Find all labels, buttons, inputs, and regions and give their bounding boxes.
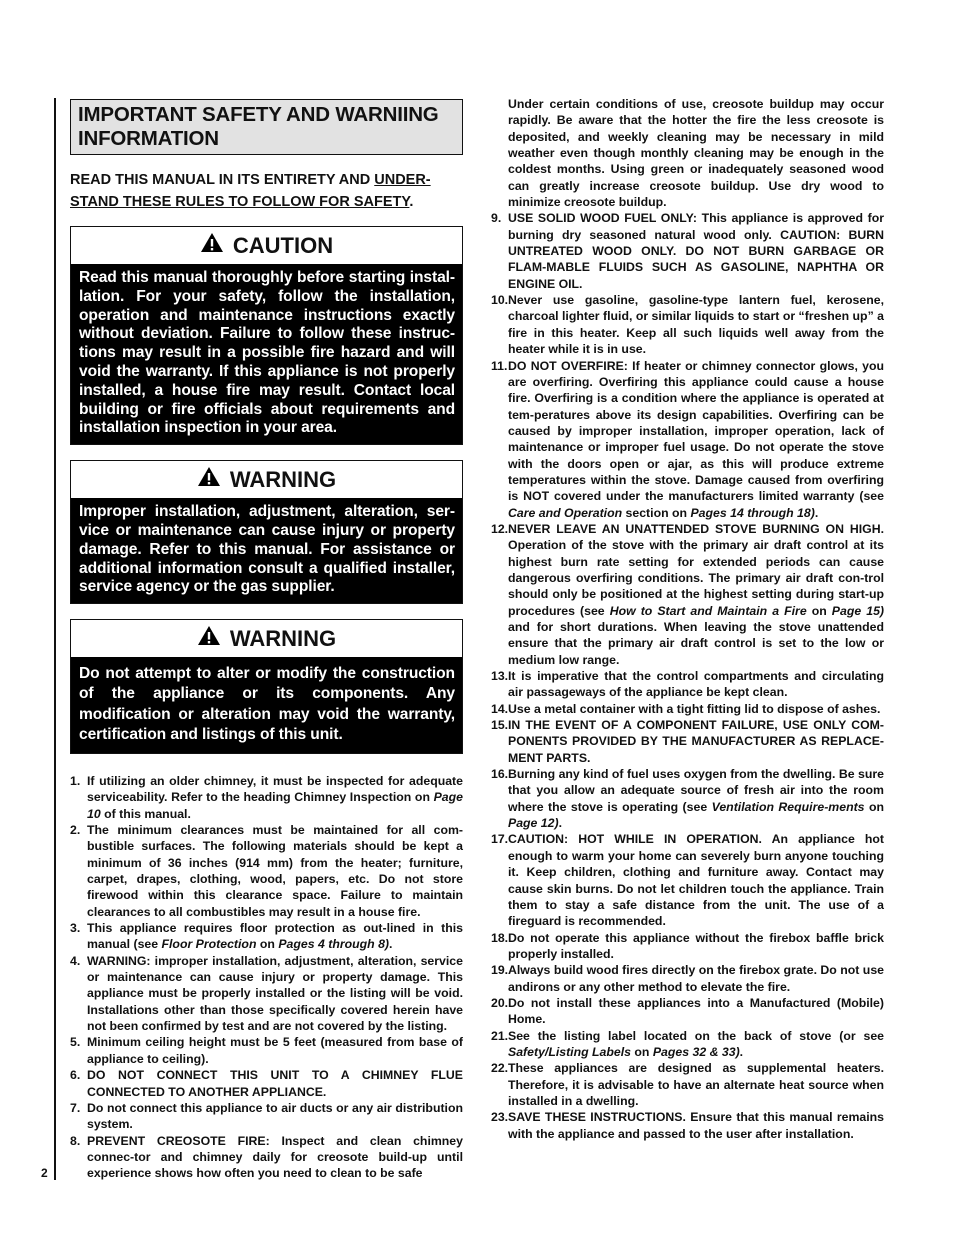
list-item-7: 7. Do not connect this appliance to air ducts or any air distribution system. [70,1100,463,1132]
list-item-21: 21. See the listing label located on the back of stove (or see Safety/Listing Labels on Pages 32 & 33). [491,1028,884,1059]
list-item-9: 9. USE SOLID WOOD FUEL ONLY: This appliance is approved for burning dry seasoned natural wood only. CAUTION: BURN UNTREATED WOOD ONLY. DO NOT BURN GARBAGE OR FLAM-MABLE FLUIDS SUCH AS GASOLINE, NAPHTHA OR ENGINE OIL. [491,211,884,291]
list-item-18: 18. Do not operate this appliance without the firebox baffle brick properly installed. [491,930,884,961]
caution-body: Read this manual thoroughly before starting instal-lation. For your safety, follow the installation, operation and maintenance instructions exactly without deviation. Failure to follow these instruc-tions may result in a possible fire hazard and will void the warranty. If this appliance is not properly installed, a house fire may result. Contact local building or fire officials about requirements and installation inspection in your area. [71,264,462,444]
warning-box-1 [70,460,463,604]
list-item-11: 11. DO NOT OVERFIRE: If heater or chimney connector glows, you are overfiring. Overfiring this appliance could cause a house fire. Overfiring is a condition where the appliance is operated at tem-peratures above its design capabilities. Overfiring can be caused by improper installation, improper operation, lack of maintenance or improper fuel usage. Do not operate the stove with the doors open or ajar, as this will produce extreme temperatures within the stove. Damage caused from overfiring is NOT covered under the manufacturers limited warranty (see Care and Operation section on Pages 14 through 18). [491,358,884,520]
caution-box [70,226,463,445]
caution-heading: CAUTION [232,232,334,258]
list-item-14: 14. Use a metal container with a tight fitting lid to dispose of ashes. [491,701,881,716]
list-item-16: 16. Burning any kind of fuel uses oxygen from the dwelling. Be sure that you allow an adequate source of fresh air into the room where the stove is operating (see Ventilation Require-ments on Page 12). [491,767,884,831]
right-column [491,96,884,1142]
list-item-20: 20. Do not install these appliances into a Manufactured (Mobile) Home. [491,995,884,1027]
left-margin-rule [54,98,56,1180]
list-item-13: 13. It is imperative that the control compartments and circulating air passageways of the appliance be kept clean. [491,669,884,700]
list-item-23: 23. SAVE THESE INSTRUCTIONS. Ensure that this manual remains with the appliance and passed to the user after installation. [491,1110,884,1141]
list-item-6: 6. DO NOT CONNECT THIS UNIT TO A CHIMNEY FLUE CONNECTED TO ANOTHER APPLIANCE. [70,1068,463,1099]
safety-list-right [491,210,884,1142]
intro-statement: READ THIS MANUAL IN ITS ENTIRETY AND UNDER-STAND THESE RULES TO FOLLOW FOR SAFETY. [70,172,431,210]
list-item-22: 22. These appliances are designed as supplemental heaters. Therefore, it is advisable to have an alternate heat source when installed in a dwelling. [491,1061,884,1108]
list-item-3: 3. This appliance requires floor protection as out-lined in this manual (see Floor Protection on Pages 4 through 8). [70,921,463,952]
list-item-5: 5. Minimum ceiling height must be 5 feet (measured from base of appliance to ceiling). [70,1035,463,1066]
warning-triangle-icon [197,625,221,652]
list-item-17: 17. CAUTION: HOT WHILE IN OPERATION. An appliance hot enough to warm your home can severely burn anyone touching it. Keep children, clothing and furniture away. Contact may cause skin burns. Do not let children touch the appliance. Train them to stay a safe distance from the unit. The use of a fireguard is recommended. [491,832,884,929]
warning-heading-1: WARNING [229,466,337,492]
page-number: 2 [41,1166,48,1180]
list-item-4: 4. WARNING: improper installation, adjustment, alteration, service or maintenance can cause injury or property damage. This appliance must be properly installed or the listing will be void. Installations other than those specifically covered herein have not been confirmed by test and are not covered by the listing. [70,953,463,1034]
warning-heading-2: WARNING [229,625,337,651]
list-item-10: 10. Never use gasoline, gasoline-type lantern fuel, kerosene, charcoal lighter fluid, or similar liquids to start or “freshen up” a fire in this heater. Keep all such liquids well away from the heater while it is in use. [491,293,884,357]
list-item-8: 8. PREVENT CREOSOTE FIRE: Inspect and clean chimney connec-tor and chimney daily for creosote build-up until experience shows how often you need to clean to be safe [70,1133,463,1181]
left-column [70,99,463,1182]
list-item-12: 12. NEVER LEAVE AN UNATTENDED STOVE BURNING ON HIGH. Operation of the stove with the primary air draft control at its highest burn rate setting for extended periods can cause dangerous overfiring conditions. The primary air draft con-trol should only be positioned at the highest setting during start-up procedures (see How to Start and Maintain a Fire on Page 15) and for short durations. When leaving the stove unattended ensure that the primary air draft control is set to the low or medium low range. [491,521,885,667]
list-item-8-continued: Under certain conditions of use, creosote buildup may occur rapidly. Be aware that the hotter the fire the less creosote is deposited, and weekly cleaning may be necessary in mild weather even though monthly cleaning may be enough in the coldest months. Using green or inadequately seasoned wood can greatly increase creosote buildup. Use dry wood to minimize creosote buildup. [508,97,884,210]
warning-triangle-icon [200,232,224,259]
warning-header-2 [71,620,462,657]
warning-body-1: Improper installation, adjustment, alteration, ser-vice or maintenance can cause injury or property damage. Refer to this manual. For assistance or additional information consult a qualified installer, service agency or the gas supplier. [71,498,462,603]
section-title: IMPORTANT SAFETY AND WARNIING INFORMATION [70,99,463,155]
list-item-15: 15. IN THE EVENT OF A COMPONENT FAILURE, USE ONLY COM-PONENTS PROVIDED BY THE MANUFACTURER AS REPLACE-MENT PARTS. [491,718,884,765]
warning-body-2: Do not attempt to alter or modify the construction of the appliance or its components. Any modification or alteration may void the warranty, certification and listings of this unit. [71,657,462,753]
warning-header-1 [71,461,462,498]
list-item-1: 1. If utilizing an older chimney, it must be inspected for adequate serviceability. Refer to the heading Chimney Inspection on Page 10 of this manual. [70,773,463,821]
list-item-2: 2. The minimum clearances must be maintained for all com-bustible surfaces. The following materials should be kept a minimum of 36 inches (914 mm) from the heater; furniture, carpet, drapes, clothing, wood, papers, etc. Do not store firewood within this clearance space. Failure to maintain clearances to all combustibles may result in a house fire. [70,823,463,919]
list-item-19: 19. Always build wood fires directly on the firebox grate. Do not use andirons or any other method to elevate the fire. [491,963,884,994]
warning-box-2 [70,619,463,754]
safety-list-left [70,773,463,1182]
caution-header [71,227,462,264]
warning-triangle-icon [197,466,221,493]
